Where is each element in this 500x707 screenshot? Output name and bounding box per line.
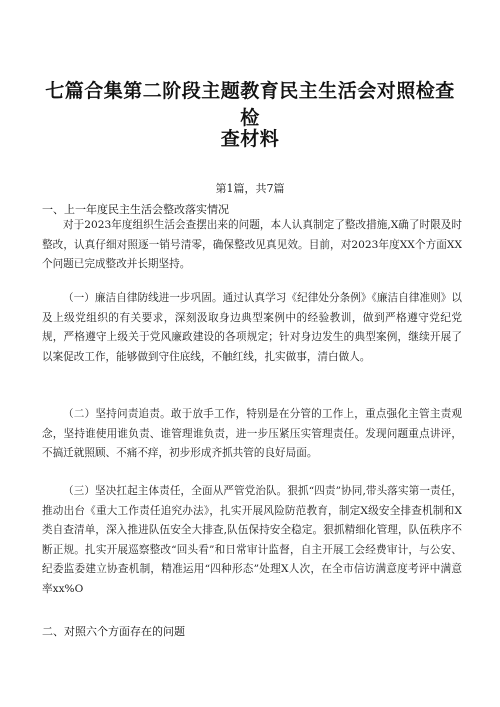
section-1-item-3-paragraph: （三）坚决扛起主体责任，全面从严管党治队。狠抓“四责”协同,带头落实第一责任，推动出台《重大工作责任追究办法》，扎实开展风险防范教育，制定X级安全排查机制和X类自查清单，深入推进队伍安全大排查,队伍保持安全稳定。狠抓精细化管理，队伍秩序不断正规。扎实开展巡察整改“回头看”和日常审计监督，自主开展工会经费审计，与公安、纪委监委建立协查机制，精准运用“四种形态”处理X人次，在全市信访满意度考评中满意率xx%O	[42, 485, 462, 595]
document-title-line-1: 七篇合集第二阶段主题教育民主生活会对照检查检	[45, 80, 455, 129]
document-part-indicator: 第1篇，共7篇	[215, 182, 285, 195]
section-2-heading: 二、对照六个方面存在的问题	[42, 625, 185, 638]
section-1-intro-paragraph: 对于2023年度组织生活会查摆出来的问题，本人认真制定了整改措施,X确了时限及时整改，认真仔细对照逐一销号清零，确保整改见真见效。目前，对2023年度XX个方面XX个问题已完成整改并长期坚持。	[42, 219, 462, 271]
section-1-heading: 一、上一年度民主生活会整改落实情况	[42, 203, 229, 216]
section-1-item-2-paragraph: （二）坚持问责追责。敢于放手工作，特别是在分管的工作上，重点强化主管主责观念，坚持谁使用谁负责、谁管理谁负责，进一步压紧压实管理责任。发现问题重点讲评，不搞迁就照顾、不痛不痒，初步形成齐抓共管的良好局面。	[42, 408, 462, 460]
section-1-item-1-paragraph: （一）廉洁自律防线进一步巩固。通过认真学习《纪律处分条例》《廉洁自律准则》以及上级党组织的有关要求，深刻汲取身边典型案例中的经验教训，做到严格遵守党纪党规，严格遵守上级关于党风廉政建设的各项规定；针对身边发生的典型案例，继续开展了以案促改工作，能够做到守住底线，不触红线，扎实做事，清白做人。	[42, 292, 462, 363]
document-title-line-2: 查材料	[220, 128, 280, 150]
